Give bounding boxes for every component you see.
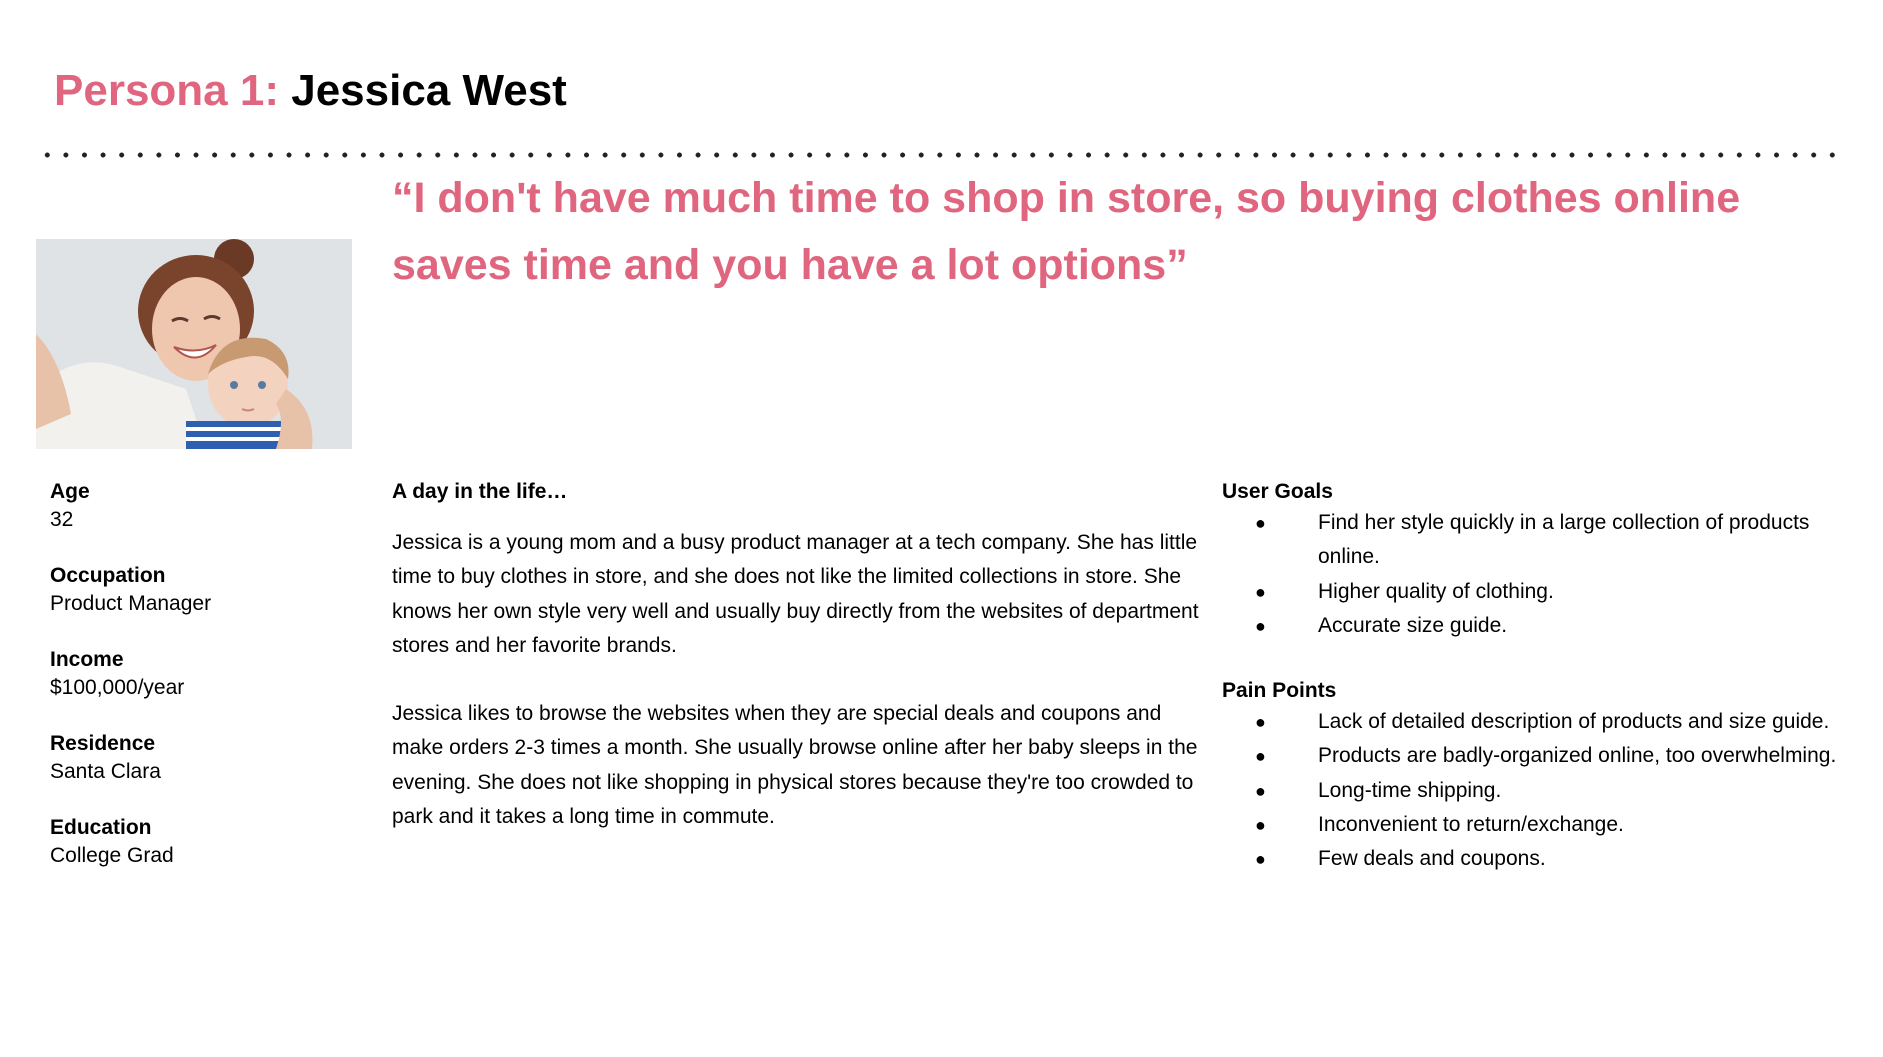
persona-quote: “I don't have much time to shop in store, so buying clothes online saves time and you have a lot options”	[392, 174, 1741, 289]
pain-points-list	[1222, 705, 1842, 876]
list-item-text: Accurate size guide.	[1318, 613, 1508, 637]
list-item	[1222, 774, 1842, 808]
day-in-life-section	[392, 478, 1207, 868]
demo-residence	[50, 730, 350, 786]
demo-education	[50, 814, 350, 870]
demo-age	[50, 478, 350, 534]
bullet-icon: ●	[1255, 615, 1266, 636]
list-item	[1222, 808, 1842, 842]
demo-label: Age	[50, 480, 90, 503]
list-item	[1222, 842, 1842, 876]
bullet-icon: ●	[1255, 712, 1266, 733]
user-goals-list	[1222, 506, 1842, 643]
demo-value: $100,000/year	[50, 676, 185, 699]
bullet-icon: ●	[1255, 849, 1266, 870]
list-item-text: Lack of detailed description of products and size guide.	[1318, 710, 1830, 734]
list-item-text: Long-time shipping.	[1318, 778, 1502, 802]
bullet-icon: ●	[1255, 780, 1266, 801]
list-item-text: Inconvenient to return/exchange.	[1318, 813, 1624, 837]
demo-label: Occupation	[50, 564, 166, 587]
bullet-icon: ●	[1255, 746, 1266, 767]
demo-occupation	[50, 562, 350, 618]
bullet-icon: ●	[1255, 815, 1266, 836]
day-paragraph: Jessica likes to browse the websites when they are special deals and coupons and make orders 2-3 times a month. She usually browse online after her baby sleeps in the evening. She does not like shopping in physical stores because they're too crowded to park and it takes a long time in commute.	[392, 702, 1198, 829]
demo-value: Santa Clara	[50, 760, 161, 783]
list-item	[1222, 609, 1842, 643]
day-paragraph: Jessica is a young mom and a busy product manager at a tech company. She has little time to buy clothes in store, and she does not like the limited collections in store. She knows her own style very well and usually buy directly from the websites of department stores and her favorite brands.	[392, 531, 1199, 657]
demo-income	[50, 646, 350, 702]
demo-value: 32	[50, 508, 74, 531]
persona-photo	[36, 239, 352, 449]
page-title	[54, 62, 567, 120]
demographics-panel	[50, 478, 350, 898]
list-item-text: Products are badly-organized online, too overwhelming.	[1318, 744, 1837, 768]
demo-label: Residence	[50, 732, 156, 755]
demo-label: Education	[50, 816, 152, 839]
list-item-text: Higher quality of clothing.	[1318, 579, 1554, 603]
pain-points-heading: Pain Points	[1222, 679, 1337, 703]
section-heading: A day in the life…	[392, 480, 568, 503]
goals-and-pain-section	[1222, 478, 1842, 877]
list-item-text: Few deals and coupons.	[1318, 847, 1546, 871]
persona-name: Jessica West	[291, 66, 567, 115]
bullet-icon: ●	[1255, 581, 1266, 602]
dotted-divider	[38, 152, 1848, 158]
demo-label: Income	[50, 648, 124, 671]
demo-value: College Grad	[50, 844, 174, 867]
user-goals-heading: User Goals	[1222, 480, 1333, 503]
persona-number: Persona 1:	[54, 66, 279, 115]
demo-value: Product Manager	[50, 592, 212, 615]
list-item	[1222, 705, 1842, 739]
bullet-icon: ●	[1255, 513, 1266, 533]
list-item-text: Find her style quickly in a large collection of products online.	[1318, 511, 1810, 569]
list-item	[1222, 506, 1842, 575]
list-item	[1222, 739, 1842, 773]
list-item	[1222, 575, 1842, 609]
